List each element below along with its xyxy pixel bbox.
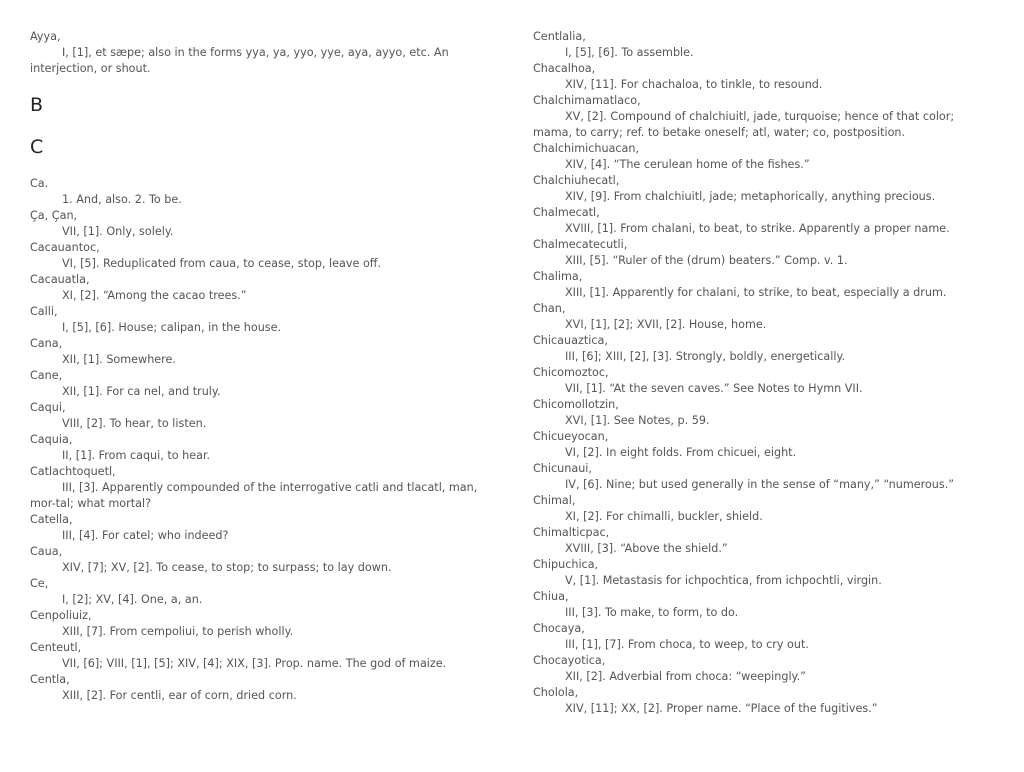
definition: III, [3]. To make, to form, to do. bbox=[565, 606, 739, 619]
definition: XI, [2]. For chimalli, buckler, shield. bbox=[565, 510, 763, 523]
glossary-entry bbox=[533, 365, 988, 397]
definition: III, [6]; XIII, [2], [3]. Strongly, boldly, energetically. bbox=[565, 350, 846, 363]
definition: VII, [1]. Only, solely. bbox=[62, 225, 174, 238]
glossary-entry bbox=[533, 493, 988, 525]
definition: I, [5], [6]. To assemble. bbox=[565, 46, 694, 59]
headword: Ayya, bbox=[30, 30, 61, 43]
definition: III, [1], [7]. From choca, to weep, to cry out. bbox=[565, 638, 809, 651]
definition: VI, [5]. Reduplicated from caua, to cease, stop, leave off. bbox=[62, 257, 382, 270]
definition: II, [1]. From caqui, to hear. bbox=[62, 449, 211, 462]
glossary-entry bbox=[30, 208, 482, 240]
glossary-entry bbox=[30, 368, 482, 400]
headword: Chicueyocan, bbox=[533, 430, 609, 443]
headword: Cholola, bbox=[533, 686, 579, 699]
headword: Chalchimichuacan, bbox=[533, 142, 640, 155]
glossary-entry bbox=[533, 589, 988, 621]
headword: Chiua, bbox=[533, 590, 569, 603]
definition: XVIII, [3]. “Above the shield.” bbox=[565, 542, 728, 555]
definition: XII, [1]. Somewhere. bbox=[62, 353, 176, 366]
headword: Cane, bbox=[30, 369, 63, 382]
headword: Catlachtoquetl, bbox=[30, 465, 116, 478]
glossary-entry bbox=[533, 525, 988, 557]
headword: Chicomoztoc, bbox=[533, 366, 609, 379]
definition: I, [1], et sæpe; also in the forms yya, ya, yyo, yye, aya, ayyo, etc. An interjection, or shout. bbox=[30, 46, 449, 75]
headword: Caquia, bbox=[30, 433, 73, 446]
headword: Chimal, bbox=[533, 494, 576, 507]
definition: XIII, [7]. From cempoliui, to perish wholly. bbox=[62, 625, 294, 638]
definition: XVI, [1], [2]; XVII, [2]. House, home. bbox=[565, 318, 767, 331]
glossary-entry bbox=[533, 141, 988, 173]
headword: Ca. bbox=[30, 177, 49, 190]
definition: XIV, [4]. “The cerulean home of the fishes.” bbox=[565, 158, 810, 171]
headword: Chimalticpac, bbox=[533, 526, 610, 539]
glossary-entry bbox=[30, 336, 482, 368]
headword: Chicunaui, bbox=[533, 462, 592, 475]
headword: Cana, bbox=[30, 337, 63, 350]
glossary-entry bbox=[30, 176, 482, 208]
definition: XVI, [1]. See Notes, p. 59. bbox=[565, 414, 710, 427]
definition: III, [3]. Apparently compounded of the interrogative catli and tlacatl, man, mor-tal; what mortal? bbox=[30, 481, 478, 510]
headword: Cacauatla, bbox=[30, 273, 90, 286]
definition: VII, [1]. “At the seven caves.” See Notes to Hymn VII. bbox=[565, 382, 863, 395]
headword: Centlalia, bbox=[533, 30, 586, 43]
headword: Chicauaztica, bbox=[533, 334, 608, 347]
glossary-entry bbox=[533, 397, 988, 429]
definition: III, [4]. For catel; who indeed? bbox=[62, 529, 229, 542]
glossary-entry bbox=[30, 464, 482, 512]
headword: Chicomollotzin, bbox=[533, 398, 619, 411]
headword: Centeutl, bbox=[30, 641, 82, 654]
definition: 1. And, also. 2. To be. bbox=[62, 193, 182, 206]
definition: XII, [2]. Adverbial from choca: “weepingly.” bbox=[565, 670, 806, 683]
glossary-entry bbox=[30, 400, 482, 432]
glossary-entry bbox=[533, 557, 988, 589]
headword: Chalchimamatlaco, bbox=[533, 94, 641, 107]
definition: XIV, [11]; XX, [2]. Proper name. “Place of the fugitives.” bbox=[565, 702, 878, 715]
headword: Chalmecatecutli, bbox=[533, 238, 628, 251]
glossary-entry bbox=[30, 272, 482, 304]
headword: Centla, bbox=[30, 673, 70, 686]
left-entry-list bbox=[30, 176, 482, 704]
entry-ayya bbox=[30, 29, 482, 77]
headword: Chocayotica, bbox=[533, 654, 606, 667]
definition: V, [1]. Metastasis for ichpochtica, from ichpochtli, virgin. bbox=[565, 574, 882, 587]
glossary-entry bbox=[533, 685, 988, 717]
glossary-entry bbox=[533, 93, 988, 141]
glossary-entry bbox=[533, 301, 988, 333]
glossary-entry bbox=[533, 429, 988, 461]
definition: I, [5], [6]. House; calipan, in the house. bbox=[62, 321, 282, 334]
definition: XVIII, [1]. From chalani, to beat, to strike. Apparently a proper name. bbox=[565, 222, 950, 235]
letter-heading-b: B bbox=[30, 94, 44, 116]
right-column bbox=[533, 29, 988, 717]
right-entry-list bbox=[533, 29, 988, 717]
glossary-entry bbox=[533, 173, 988, 205]
headword: Chalchiuhecatl, bbox=[533, 174, 620, 187]
definition: XIII, [5]. “Ruler of the (drum) beaters.” Comp. v. 1. bbox=[565, 254, 848, 267]
headword: Cenpoliuiz, bbox=[30, 609, 92, 622]
left-column bbox=[30, 29, 482, 704]
headword: Caqui, bbox=[30, 401, 66, 414]
glossary-entry bbox=[533, 61, 988, 93]
headword: Ça, Çan, bbox=[30, 209, 78, 222]
headword: Caua, bbox=[30, 545, 63, 558]
glossary-entry bbox=[533, 269, 988, 301]
definition: XII, [1]. For ca nel, and truly. bbox=[62, 385, 221, 398]
definition: XIV, [7]; XV, [2]. To cease, to stop; to surpass; to lay down. bbox=[62, 561, 392, 574]
glossary-entry bbox=[30, 304, 482, 336]
glossary-entry bbox=[30, 512, 482, 544]
glossary-entry bbox=[533, 237, 988, 269]
headword: Calli, bbox=[30, 305, 58, 318]
definition: XV, [2]. Compound of chalchiuitl, jade, turquoise; hence of that color; mama, to carry; ref. to betake oneself; atl, water; co, postposition. bbox=[533, 110, 955, 139]
headword: Chalmecatl, bbox=[533, 206, 600, 219]
headword: Cacauantoc, bbox=[30, 241, 100, 254]
glossary-entry bbox=[533, 205, 988, 237]
definition: VII, [6]; VIII, [1], [5]; XIV, [4]; XIX, [3]. Prop. name. The god of maize. bbox=[62, 657, 447, 670]
definition: VI, [2]. In eight folds. From chicuei, eight. bbox=[565, 446, 797, 459]
headword: Chipuchica, bbox=[533, 558, 599, 571]
glossary-entry bbox=[533, 461, 988, 493]
definition: XIV, [9]. From chalchiuitl, jade; metaphorically, anything precious. bbox=[565, 190, 936, 203]
letter-heading-c: C bbox=[30, 136, 44, 158]
glossary-entry bbox=[30, 576, 482, 608]
headword: Chocaya, bbox=[533, 622, 585, 635]
glossary-entry bbox=[533, 653, 988, 685]
glossary-entry bbox=[533, 29, 988, 61]
definition: XIII, [2]. For centli, ear of corn, dried corn. bbox=[62, 689, 297, 702]
glossary-entry bbox=[533, 333, 988, 365]
definition: XIV, [11]. For chachaloa, to tinkle, to resound. bbox=[565, 78, 823, 91]
headword: Catella, bbox=[30, 513, 73, 526]
headword: Ce, bbox=[30, 577, 49, 590]
glossary-entry bbox=[30, 640, 482, 672]
definition: I, [2]; XV, [4]. One, a, an. bbox=[62, 593, 203, 606]
glossary-entry bbox=[30, 432, 482, 464]
headword: Chacalhoa, bbox=[533, 62, 596, 75]
glossary-entry bbox=[30, 240, 482, 272]
headword: Chan, bbox=[533, 302, 566, 315]
glossary-entry bbox=[30, 544, 482, 576]
definition: XI, [2]. “Among the cacao trees.” bbox=[62, 289, 247, 302]
definition: IV, [6]. Nine; but used generally in the sense of “many,” “numerous.” bbox=[565, 478, 955, 491]
glossary-entry bbox=[30, 608, 482, 640]
definition: XIII, [1]. Apparently for chalani, to strike, to beat, especially a drum. bbox=[565, 286, 947, 299]
headword: Chalima, bbox=[533, 270, 583, 283]
glossary-entry bbox=[533, 621, 988, 653]
glossary-entry bbox=[30, 672, 482, 704]
definition: VIII, [2]. To hear, to listen. bbox=[62, 417, 207, 430]
